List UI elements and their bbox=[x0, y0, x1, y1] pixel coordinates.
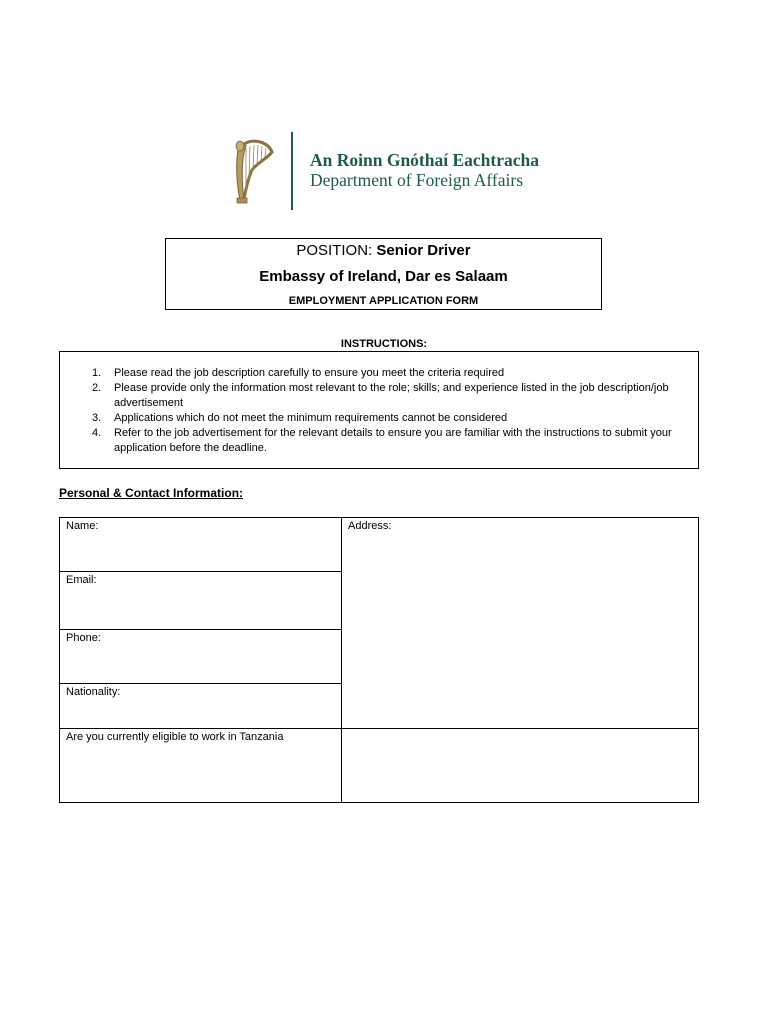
logo-english-name: Department of Foreign Affairs bbox=[310, 170, 524, 190]
position-title bbox=[166, 242, 601, 259]
logo-divider bbox=[291, 132, 293, 210]
phone-label: Phone: bbox=[66, 632, 101, 644]
form-title: EMPLOYMENT APPLICATION FORM bbox=[288, 295, 479, 307]
address-label: Address: bbox=[348, 520, 392, 532]
position-box bbox=[165, 238, 602, 310]
personal-info-table bbox=[59, 517, 699, 803]
address-field[interactable] bbox=[342, 518, 698, 728]
list-text: Refer to the job advertisement for the relevant details to ensure you are familiar with the instructions to submit your application before the deadline. bbox=[114, 427, 672, 454]
list-text: Please read the job description carefully to ensure you meet the criteria required bbox=[114, 367, 505, 379]
nationality-label: Nationality: bbox=[66, 686, 121, 698]
instructions-list bbox=[92, 366, 672, 456]
position-subtitle: Embassy of Ireland, Dar es Salaam bbox=[259, 268, 508, 285]
list-item bbox=[92, 366, 672, 381]
list-text: Please provide only the information most relevant to the role; skills; and experience listed in the job description/job advertisement bbox=[114, 382, 669, 409]
name-label: Name: bbox=[66, 520, 99, 532]
eligibility-label-cell bbox=[60, 729, 341, 802]
eligibility-answer-field[interactable] bbox=[342, 729, 698, 802]
phone-field[interactable] bbox=[60, 630, 341, 683]
list-number: 4. bbox=[92, 427, 102, 439]
eligibility-label: Are you currently eligible to work in Tanzania bbox=[66, 731, 284, 743]
name-field[interactable] bbox=[60, 518, 341, 571]
logo-irish-name: An Roinn Gnóthaí Eachtracha bbox=[310, 150, 539, 170]
list-number: 3. bbox=[92, 412, 102, 424]
list-item bbox=[92, 381, 672, 411]
email-field[interactable] bbox=[60, 572, 341, 629]
position-value: Senior Driver bbox=[376, 242, 471, 259]
instructions-box bbox=[59, 351, 699, 469]
email-label: Email: bbox=[66, 574, 97, 586]
personal-info-heading: Personal & Contact Information: bbox=[59, 486, 244, 500]
list-item bbox=[92, 411, 672, 426]
harp-icon bbox=[232, 136, 276, 206]
list-item bbox=[92, 426, 672, 456]
instructions-heading: INSTRUCTIONS: bbox=[340, 338, 428, 350]
list-number: 2. bbox=[92, 382, 102, 394]
position-prefix: POSITION: bbox=[296, 242, 373, 259]
dfa-logo bbox=[230, 130, 550, 212]
list-text: Applications which do not meet the minimum requirements cannot be considered bbox=[114, 412, 508, 424]
nationality-field[interactable] bbox=[60, 684, 341, 728]
list-number: 1. bbox=[92, 367, 102, 379]
